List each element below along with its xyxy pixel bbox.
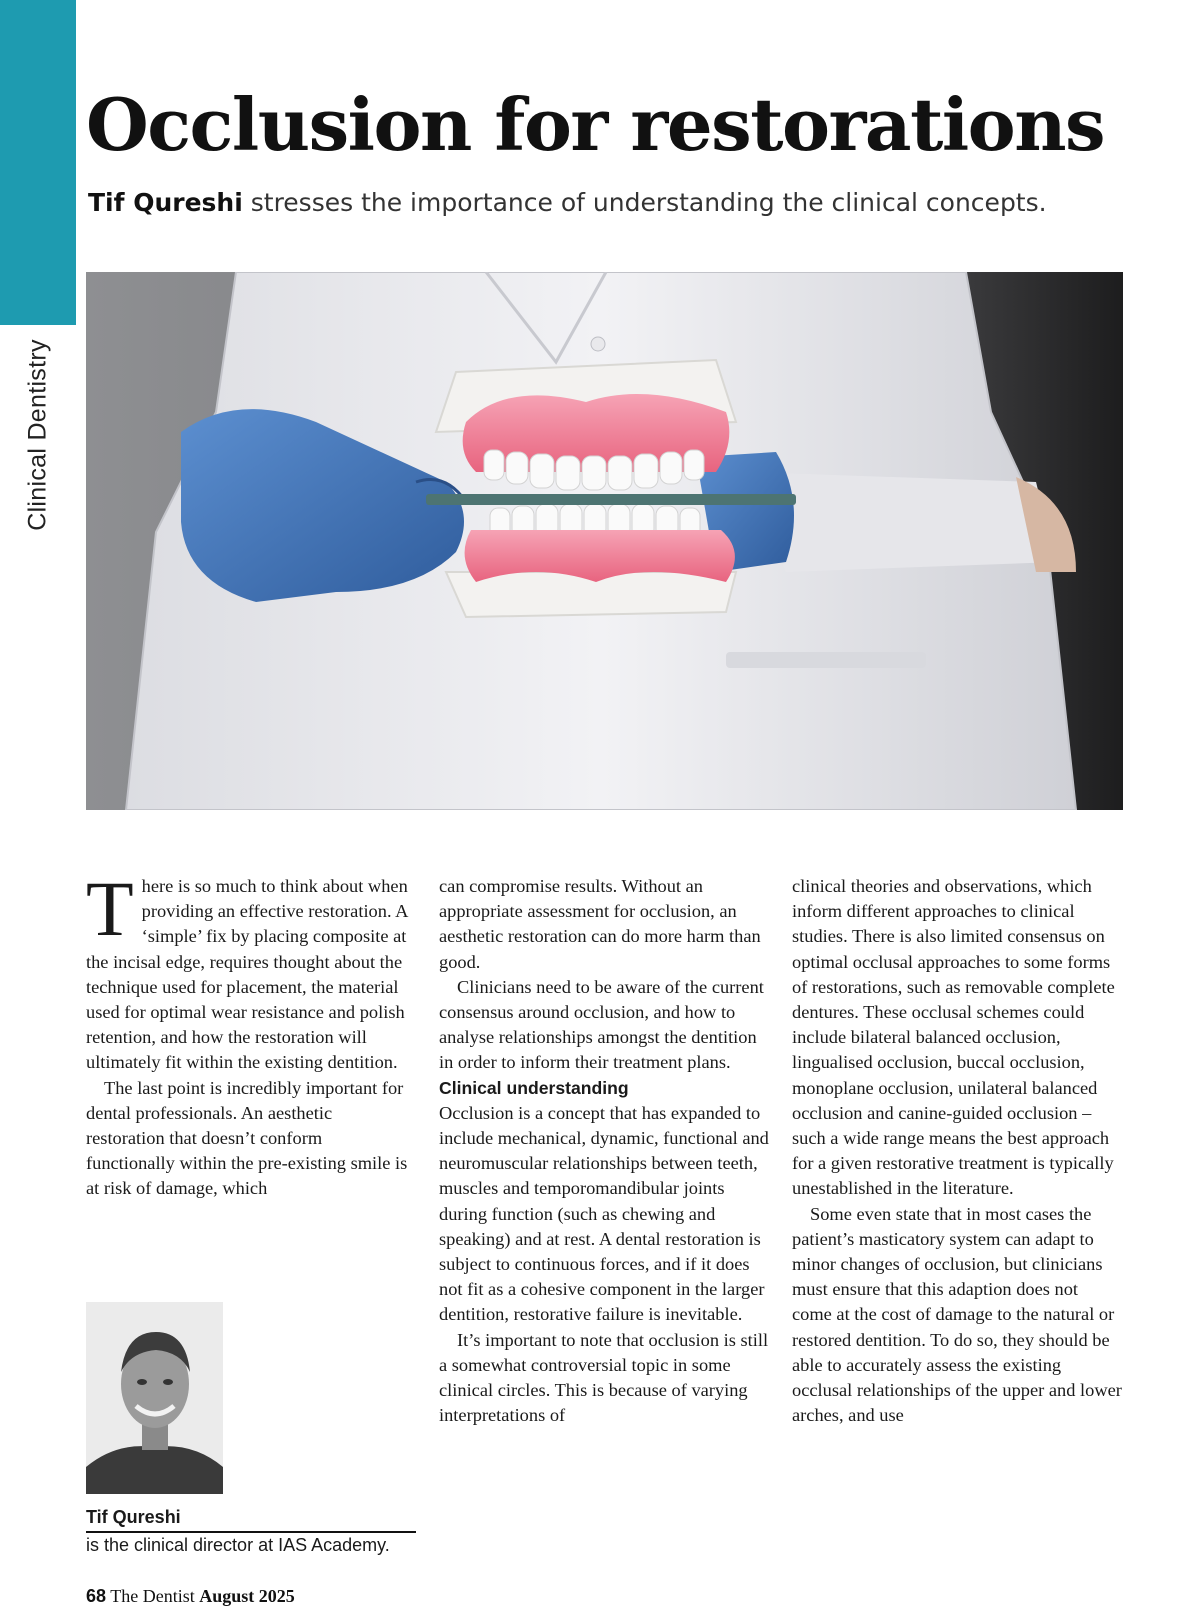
body-paragraph: The last point is incredibly important for dental professionals. An aesthetic restoration that doesn’t conform functionally within the pre-existing smile is at risk of damage, which (86, 1077, 408, 1199)
issue-date: August 2025 (199, 1586, 295, 1606)
author-bio (86, 1505, 416, 1558)
body-paragraph: can compromise results. Without an appropriate assessment for occlusion, an aesthetic restoration can do more harm than good. (439, 876, 761, 972)
author-role: is the clinical director at IAS Academy. (86, 1535, 390, 1555)
body-column-1 (86, 865, 408, 1202)
dental-model-illustration (86, 272, 1123, 810)
author-portrait-illustration (86, 1302, 223, 1494)
section-label: Clinical Dentistry (23, 339, 52, 531)
page-footer (86, 1586, 295, 1607)
standfirst-text: stresses the importance of understanding the clinical concepts. (242, 188, 1047, 217)
hero-image (86, 272, 1123, 810)
magazine-name: The Dentist (110, 1586, 195, 1606)
dropcap: T (86, 865, 134, 952)
body-paragraph: Clinicians need to be aware of the current consensus around occlusion, and how to analyse relationships amongst the dentition in order to inform their treatment plans. (439, 976, 764, 1073)
author-photo (86, 1302, 223, 1494)
article-title: Occlusion for restorations (86, 82, 1105, 167)
subheading: Clinical understanding (439, 1077, 629, 1098)
author-name: Tif Qureshi (86, 1505, 416, 1533)
standfirst (88, 188, 1047, 217)
body-paragraph: clinical theories and observations, which inform different approaches to clinical studies. There is also limited consensus on optimal occlusal approaches to some forms of restorations, such as removable complete dentures. These occlusal schemes could include bilateral balanced occlusion, lingualised occlusion, buccal occlusion, monoplane occlusion, unilateral balanced occlusion and canine-guided occlusion – such a wide range means the best approach for a given restorative treatment is typically unestablished in the literature. (792, 876, 1115, 1199)
body-paragraph: Some even state that in most cases the patient’s masticatory system can adapt to minor changes of occlusion, but clinicians must ensure that this adaption does not come at the cost of damage to the natural or restored dentition. To do so, they should be able to accurately assess the existing occlusal relationships of the upper and lower arches, and use (792, 1203, 1122, 1426)
body-paragraph: It’s important to note that occlusion is still a somewhat controversial topic in some clinical circles. This is because of varying interpretations of (439, 1329, 769, 1426)
page-number: 68 (86, 1586, 107, 1606)
body-column-3 (792, 874, 1122, 1428)
standfirst-author: Tif Qureshi (88, 188, 243, 217)
body-paragraph: Occlusion is a concept that has expanded to include mechanical, dynamic, functional and neuromuscular relationships between teeth, muscles and temporomandibular joints during function (such as chewing and speaking) and at rest. A dental restoration is subject to continuous forces, and if it does not fit as a cohesive component in the larger dentition, restorative failure is inevitable. (439, 1102, 769, 1325)
body-column-2 (439, 874, 769, 1428)
body-paragraph: here is so much to think about when providing an effective restoration. A ‘simple’ fix by placing composite at the incisal edge, requires thought about the technique used for placement, the material used for optimal wear resistance and polish retention, and how the restoration will ultimately fit within the existing dentition. (86, 876, 408, 1073)
section-color-bar (0, 0, 76, 325)
